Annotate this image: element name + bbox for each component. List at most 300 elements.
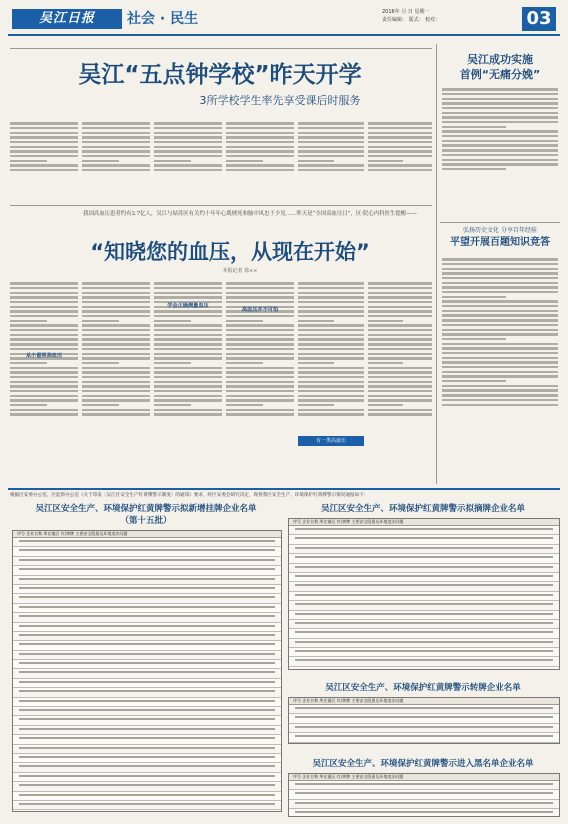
text-line (226, 348, 294, 350)
table-row-text (19, 549, 275, 551)
text-line (10, 343, 78, 345)
text-line (442, 277, 558, 279)
text-line (10, 310, 78, 312)
text-line (226, 155, 294, 157)
text-line (226, 357, 294, 359)
table-row-text (295, 547, 553, 549)
text-line (10, 324, 78, 326)
table-row (13, 756, 281, 763)
text-line (298, 146, 364, 148)
story-kicker: 我国高血压患者约有2.7亿人，吴江与姑苏区有关约十年年心肌梗死和脑中风忠于少见……昨天是“全国高血压日”，区·院心内科医生提醒—— (83, 211, 417, 217)
side-headline-line: 首例“无痛分娩” (459, 68, 541, 81)
text-line (298, 301, 364, 303)
text-line (82, 160, 119, 162)
text-line (154, 122, 222, 124)
text-line (442, 168, 506, 170)
text-line (368, 413, 432, 415)
text-line (154, 390, 222, 392)
text-line (226, 164, 294, 166)
text-line (10, 399, 78, 401)
table-row-text (19, 625, 275, 627)
text-line (226, 353, 294, 355)
story-body-col-1 (10, 280, 78, 485)
text-line (226, 122, 294, 124)
table-row (13, 681, 281, 688)
table-row (289, 726, 559, 733)
table-row-text (19, 765, 275, 767)
text-line (10, 160, 47, 162)
text-line (154, 292, 222, 294)
side-headline (440, 52, 560, 82)
text-line (442, 126, 506, 128)
text-line (82, 353, 150, 355)
text-line (442, 144, 558, 146)
text-line (10, 287, 78, 289)
text-line (154, 287, 222, 289)
section-title: 社会 · 民生 (127, 11, 199, 27)
text-line (10, 338, 78, 340)
text-line (298, 385, 364, 387)
text-line (298, 127, 364, 129)
table-row-text (295, 603, 553, 605)
text-line (442, 159, 558, 161)
text-line (442, 343, 558, 345)
table-row (289, 802, 559, 809)
list-title-line: 吴江区安全生产、环境保护红黄牌警示进入黑名单企业名单 (312, 759, 534, 769)
text-line (442, 333, 558, 335)
text-line (82, 409, 150, 411)
text-line (442, 163, 558, 165)
text-line (298, 296, 364, 298)
text-line (154, 371, 222, 373)
text-line (442, 361, 558, 363)
text-line (226, 362, 263, 364)
table-row-text (19, 587, 275, 589)
table-row (13, 606, 281, 613)
text-line (442, 135, 558, 137)
text-line (82, 343, 150, 345)
list-title-line: （第十五批） (120, 516, 172, 526)
table-row-text (19, 728, 275, 730)
text-line (368, 320, 403, 322)
text-line (82, 390, 150, 392)
text-line (298, 122, 364, 124)
table-row-text (19, 709, 275, 711)
text-line (226, 367, 294, 369)
text-line (442, 140, 558, 142)
text-line (298, 338, 364, 340)
text-line (154, 320, 191, 322)
table-header: 序号 企业名称 所在镇区 红/黄牌 主要安全隐患及环境违法问题 (289, 774, 559, 781)
table-row-text (295, 707, 553, 709)
text-line (298, 404, 334, 406)
text-line (298, 306, 364, 308)
text-line (226, 409, 294, 411)
text-line (368, 371, 432, 373)
table-header: 序号 企业名称 所在镇区 红/黄牌 主要安全隐患及环境违法问题 (13, 531, 281, 538)
table-row (13, 653, 281, 660)
table-row (289, 716, 559, 723)
lead-body-col-2 (82, 120, 150, 200)
text-line (154, 385, 222, 387)
text-line (298, 413, 364, 415)
text-line (442, 404, 558, 406)
text-line (368, 404, 403, 406)
text-line (298, 169, 364, 171)
text-line (82, 320, 119, 322)
text-line (226, 343, 294, 345)
story-body-col-6 (368, 280, 432, 485)
text-line (10, 141, 78, 143)
text-line (368, 160, 403, 162)
table-row-text (295, 735, 553, 737)
text-line (368, 395, 432, 397)
text-line (442, 291, 558, 293)
text-line (298, 160, 334, 162)
text-line (442, 272, 558, 274)
table-row (289, 669, 559, 670)
text-line (368, 169, 432, 171)
text-line (82, 292, 150, 294)
table-row-text (295, 594, 553, 596)
text-line (368, 296, 432, 298)
table-row (13, 596, 281, 603)
table-row-text (19, 606, 275, 608)
text-line (82, 348, 150, 350)
text-line (368, 132, 432, 134)
text-line (368, 122, 432, 124)
text-line (442, 319, 558, 321)
text-line (298, 399, 364, 401)
text-line (368, 338, 432, 340)
text-line (298, 155, 364, 157)
text-line (298, 409, 364, 411)
text-line (82, 334, 150, 336)
text-line (154, 343, 222, 345)
text-line (226, 413, 294, 415)
table-row-text (295, 537, 553, 539)
text-line (368, 348, 432, 350)
table-row (289, 528, 559, 535)
text-line (82, 395, 150, 397)
text-line (298, 362, 334, 364)
text-line (82, 385, 150, 387)
text-line (10, 404, 47, 406)
table-row (289, 622, 559, 629)
list-title-line: 吴江区安全生产、环境保护红黄牌警示拟新增挂牌企业名单 (35, 504, 257, 514)
notice-text: 根据区安委办公室、区监察办公室《关于印发〈吴江区安全生产红黄牌警示制度〉的通知》要求，经区安委会研究决定，现将我区安全生产、环境保护红黄牌警示情况通报如下： (10, 493, 369, 498)
text-line (442, 154, 558, 156)
text-line (154, 338, 222, 340)
table-row (13, 671, 281, 678)
newspaper-logo: 吴江日报 (12, 9, 122, 29)
text-line (10, 362, 47, 364)
text-line (82, 413, 150, 415)
section-divider (8, 488, 560, 490)
table-row-text (295, 669, 553, 670)
text-line (82, 132, 150, 134)
text-line (226, 282, 294, 284)
text-line (82, 338, 150, 340)
text-line (368, 385, 432, 387)
text-line (368, 362, 403, 364)
story-subhead: 高血压并不可怕 (241, 307, 279, 313)
table-row (13, 540, 281, 547)
text-line (10, 334, 78, 336)
table-header: 序号 企业名称 所在镇区 红/黄牌 主要安全隐患及环境违法问题 (289, 519, 559, 526)
text-line (154, 150, 222, 152)
table-row (13, 568, 281, 575)
table-row-text (295, 556, 553, 558)
masthead (0, 0, 568, 40)
table-row (289, 650, 559, 657)
text-line (154, 329, 222, 331)
text-line (442, 107, 558, 109)
text-line (442, 347, 558, 349)
text-line (368, 164, 432, 166)
table-row-text (295, 792, 553, 794)
table-row (289, 811, 559, 817)
issue-meta-line: 2016年 月 日 星期一 (382, 9, 430, 15)
table-row-text (295, 584, 553, 586)
table-row-text (295, 726, 553, 728)
list-title (12, 503, 280, 527)
table-row (13, 794, 281, 801)
table-row (13, 765, 281, 772)
text-line (154, 310, 222, 312)
table-row-text (295, 575, 553, 577)
text-line (82, 367, 150, 369)
text-line (442, 300, 558, 302)
table-row-text (19, 643, 275, 645)
side-headline-2: 平望开展百题知识竞答 (450, 237, 550, 248)
text-line (226, 292, 294, 294)
text-line (368, 136, 432, 138)
text-line (442, 130, 558, 132)
text-line (368, 357, 432, 359)
list-title (288, 758, 558, 770)
table-row-text (295, 631, 553, 633)
text-line (442, 338, 506, 340)
story-body-col-5 (298, 280, 364, 485)
text-line (442, 282, 558, 284)
text-line (226, 132, 294, 134)
table-row (289, 792, 559, 799)
text-line (82, 357, 150, 359)
text-line (368, 353, 432, 355)
text-line (10, 164, 78, 166)
text-line (154, 127, 222, 129)
table-row (289, 783, 559, 790)
table-row (13, 728, 281, 735)
lead-body-col-5 (298, 120, 364, 200)
side-kicker-2: 弘扬历史文化 分享百年经验 (463, 227, 537, 234)
text-line (368, 367, 432, 369)
text-line (10, 381, 78, 383)
text-line (154, 367, 222, 369)
text-line (368, 282, 432, 284)
text-line (10, 371, 78, 373)
text-line (10, 132, 78, 134)
text-line (298, 150, 364, 152)
text-line (442, 296, 506, 298)
text-line (10, 155, 78, 157)
text-line (298, 367, 364, 369)
table-row-text (295, 528, 553, 530)
text-line (298, 376, 364, 378)
text-line (226, 169, 294, 171)
table-row-text (19, 653, 275, 655)
text-line (298, 324, 364, 326)
table-row (13, 643, 281, 650)
text-line (226, 390, 294, 392)
divider (440, 222, 560, 223)
text-line (298, 390, 364, 392)
text-line (10, 413, 78, 415)
text-line (442, 121, 558, 123)
text-line (82, 301, 150, 303)
text-line (298, 381, 364, 383)
text-line (10, 315, 78, 317)
text-line (368, 287, 432, 289)
text-line (226, 385, 294, 387)
text-line (368, 334, 432, 336)
text-line (226, 338, 294, 340)
table-row-text (19, 794, 275, 796)
text-line (442, 93, 558, 95)
table-row (13, 718, 281, 725)
table-row (13, 803, 281, 810)
side-body (442, 86, 558, 216)
text-line (442, 375, 558, 377)
text-line (442, 357, 558, 359)
text-line (82, 306, 150, 308)
text-line (154, 362, 191, 364)
text-line (82, 399, 150, 401)
list-title-line: 吴江区安全生产、环境保护红黄牌警示转牌企业名单 (325, 683, 521, 693)
text-line (368, 376, 432, 378)
text-line (298, 292, 364, 294)
text-line (368, 329, 432, 331)
text-line (10, 169, 78, 171)
list-title (288, 682, 558, 694)
text-line (298, 371, 364, 373)
text-line (82, 164, 150, 166)
text-line (10, 150, 78, 152)
table-row (289, 735, 559, 742)
text-line (10, 329, 78, 331)
text-line (82, 155, 150, 157)
text-line (368, 381, 432, 383)
text-line (82, 136, 150, 138)
text-line (442, 324, 558, 326)
text-line (10, 146, 78, 148)
table-row (13, 587, 281, 594)
text-line (10, 395, 78, 397)
text-line (82, 329, 150, 331)
table-row-text (19, 756, 275, 758)
lead-subheadline: 3所学校学生率先享受课后时服务 (199, 94, 361, 107)
table-row (13, 737, 281, 744)
text-line (154, 409, 222, 411)
text-line (154, 413, 222, 415)
text-line (82, 315, 150, 317)
masthead-rule (8, 34, 560, 36)
table-row-text (19, 568, 275, 570)
text-line (10, 122, 78, 124)
table-row (289, 584, 559, 591)
company-table (288, 773, 560, 817)
lead-body-col-4 (226, 120, 294, 200)
text-line (226, 141, 294, 143)
text-line (442, 371, 558, 373)
text-line (442, 88, 558, 90)
table-row-text (19, 718, 275, 720)
text-line (442, 389, 558, 391)
text-line (298, 395, 364, 397)
issue-meta-line: 责任编辑： 版式： 校对： (382, 17, 441, 23)
text-line (298, 141, 364, 143)
text-line (298, 320, 334, 322)
text-line (154, 169, 222, 171)
table-row (13, 578, 281, 585)
text-line (82, 404, 119, 406)
text-line (442, 366, 558, 368)
text-line (298, 348, 364, 350)
text-line (82, 287, 150, 289)
text-line (154, 376, 222, 378)
text-line (10, 385, 78, 387)
text-line (226, 136, 294, 138)
text-line (154, 324, 222, 326)
text-line (154, 164, 222, 166)
text-line (226, 146, 294, 148)
text-line (368, 155, 432, 157)
text-line (368, 146, 432, 148)
text-line (442, 116, 558, 118)
text-line (226, 376, 294, 378)
table-row-text (295, 650, 553, 652)
text-line (154, 315, 222, 317)
text-line (226, 287, 294, 289)
text-line (154, 334, 222, 336)
text-line (442, 102, 558, 104)
table-row (289, 707, 559, 714)
text-line (154, 146, 222, 148)
text-line (82, 324, 150, 326)
text-line (298, 287, 364, 289)
table-row-text (19, 540, 275, 542)
text-line (10, 292, 78, 294)
table-row-text (295, 566, 553, 568)
text-line (154, 296, 222, 298)
table-row-text (295, 641, 553, 643)
text-line (368, 310, 432, 312)
text-line (226, 395, 294, 397)
text-line (154, 399, 222, 401)
text-line (10, 376, 78, 378)
table-row-text (295, 716, 553, 718)
table-row-text (295, 783, 553, 785)
story-body-col-2 (82, 280, 150, 485)
table-row (289, 594, 559, 601)
table-row-text (19, 671, 275, 673)
text-line (82, 141, 150, 143)
text-line (368, 301, 432, 303)
text-line (10, 282, 78, 284)
text-line (442, 352, 558, 354)
page-number: 03 (522, 7, 556, 31)
